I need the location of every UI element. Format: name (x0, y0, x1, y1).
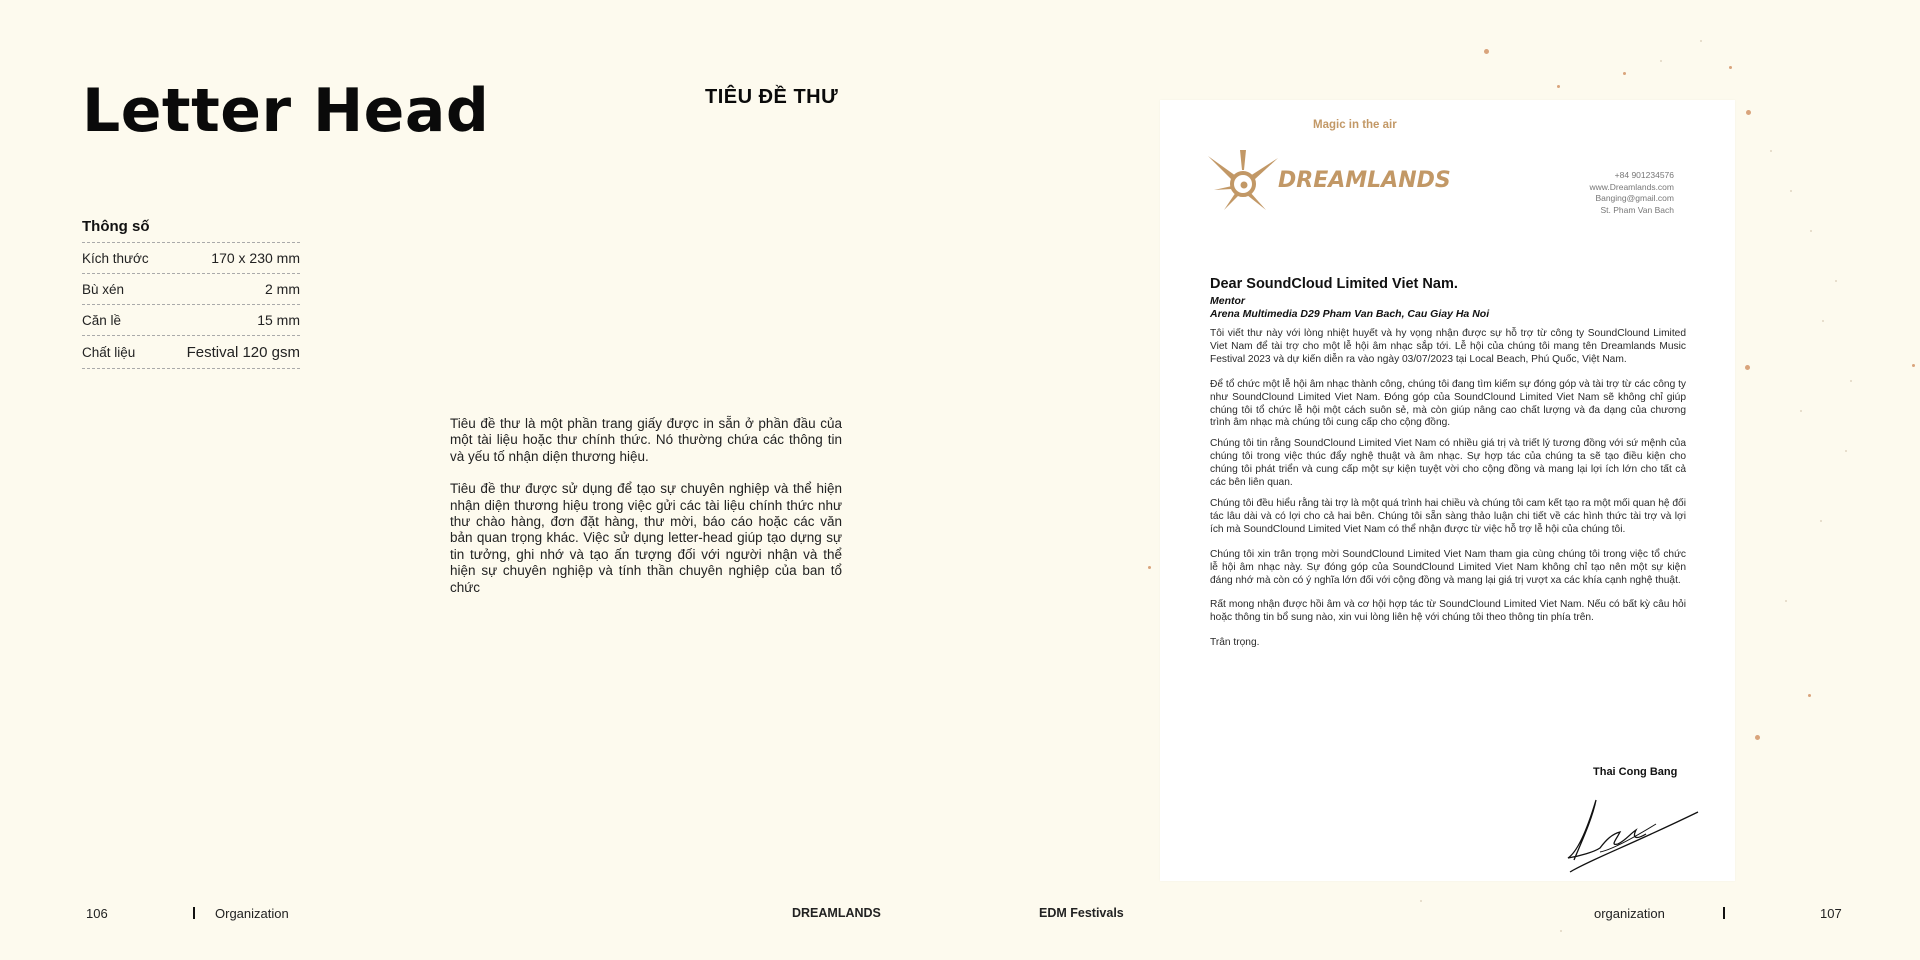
spec-row-size (82, 242, 300, 273)
spec-label: Chất liệu (82, 344, 136, 360)
description-paragraph: Tiêu đề thư được sử dụng để tạo sự chuyên nghiệp và thể hiện nhận diện thương hiệu trong việc gửi các tài liệu chính thức như thư chào hàng, đơn đặt hàng, thư mời, báo cáo hoặc các văn bản quan trọng khác. Việc sử dụng letter-head giúp tạo dựng sự tin tưởng, ghi nhớ và tạo ấn tượng đối với người nhận và thể hiện sự chuyên nghiệp và tính thần chuyên nghiệp của ban tổ chức (450, 481, 842, 595)
letter-paragraph: Rất mong nhận được hồi âm và cơ hội hợp tác từ SoundClound Limited Viet Nam. Nếu có bất kỳ câu hỏi hoặc thông tin bổ sung nào, xin vui lòng liên hệ với chúng tôi theo thông tin phía trên. (1210, 599, 1686, 624)
spec-value: 15 mm (257, 312, 300, 328)
page-number-left: 106 (86, 906, 108, 921)
recipient-role: Mentor (1210, 295, 1245, 307)
recipient-address: Arena Multimedia D29 Pham Van Bach, Cau Giay Ha Noi (1210, 308, 1490, 320)
spec-value: Festival 120 gsm (186, 343, 300, 361)
spec-label: Bù xén (82, 281, 125, 297)
letterhead-mockup (1160, 100, 1735, 881)
contact-address: St. Pham Van Bach (1600, 204, 1674, 215)
spec-label: Kích thước (82, 250, 149, 266)
footer-brand: DREAMLANDS (792, 906, 881, 920)
letter-paragraph: Chúng tôi đều hiểu rằng tài trợ là một quá trình hai chiều và chúng tôi cam kết tạo ra một mối quan hệ đối tác lâu dài và có lợi cho cả hai bên. Chúng tôi sẵn sàng thảo luận chi tiết về các hình thức tài trợ và lợi ích mà SoundClound Limited Viet Nam có thể nhận được từ việc hỗ trợ lễ hội của chúng tôi. (1210, 497, 1686, 535)
spec-value: 170 x 230 mm (211, 250, 300, 266)
spec-row-margin (82, 304, 300, 335)
letter-closing: Trân trọng. (1210, 637, 1260, 649)
brand-tagline: Magic in the air (1313, 119, 1397, 131)
footer-section-left: Organization (215, 906, 289, 921)
specs-heading: Thông số (82, 218, 150, 235)
contact-website: www.Dreamlands.com (1589, 181, 1674, 192)
footer-divider (1723, 907, 1725, 919)
letter-greeting: Dear SoundCloud Limited Viet Nam. (1210, 276, 1458, 292)
signature-icon (1560, 790, 1700, 875)
brand-wordmark: DREAMLANDS (1278, 168, 1451, 193)
description-paragraph: Tiêu đề thư là một phần trang giấy được in sẵn ở phần đầu của một tài liệu hoặc thư chính thức. Nó thường chứa các thông tin và yếu tố nhận diện thương hiệu. (450, 416, 842, 464)
footer-category: EDM Festivals (1039, 906, 1124, 920)
letter-body (1210, 328, 1686, 662)
contact-email: Banging@gmail.com (1595, 193, 1674, 203)
page-number-right: 107 (1820, 906, 1842, 921)
signer-name: Thai Cong Bang (1593, 766, 1678, 778)
footer-section-right: organization (1594, 906, 1665, 921)
specs-table (82, 218, 300, 369)
letter-paragraph: Tôi viết thư này với lòng nhiệt huyết và hy vọng nhận được sự hỗ trợ từ công ty SoundClound Limited Viet Nam để tài trợ cho một lễ hội âm nhạc sắp tới. Lễ hội của chúng tôi mang tên Dreamlands Music Festival 2023 và dự kiến diễn ra vào ngày 03/07/2023 tại Local Beach, Phú Quốc, Việt Nam. (1210, 328, 1686, 365)
letter-paragraph: Chúng tôi tin rằng SoundClound Limited Viet Nam có nhiều giá trị và triết lý tương đồng với sứ mệnh của chúng tôi trong việc thúc đẩy nghệ thuật và âm nhạc. Sự hợp tác của chúng ta sẽ tạo điều kiện cho chúng tôi phát triển và cung cấp một sự kiện tuyệt vời cho cộng đồng và mang lại lợi ích lớn cho tất cả các bên liên quan. (1210, 438, 1686, 489)
spec-label: Căn lề (82, 312, 122, 328)
page-title: Letter Head (82, 76, 490, 146)
contact-phone: +84 901234576 (1614, 170, 1674, 180)
spec-row-bleed (82, 273, 300, 304)
contact-block (1589, 170, 1674, 216)
letter-paragraph: Để tổ chức một lễ hội âm nhạc thành công, chúng tôi đang tìm kiếm sự đóng góp và tài trợ từ các công ty như SoundClound Limited Viet Nam. Đóng góp của SoundClound Limited Viet Nam sẽ không chỉ giúp chúng tôi tổ chức lễ hội một cách suôn sẻ, mà còn giúp nâng cao chất lượng và đa dạng của chương trình âm nhạc mà chúng tôi cung cấp cho cộng đồng. (1210, 378, 1686, 429)
footer-divider (193, 907, 195, 919)
spec-row-material (82, 335, 300, 369)
description (450, 416, 842, 596)
spec-value: 2 mm (265, 281, 300, 297)
page-subtitle: TIÊU ĐỀ THƯ (705, 86, 839, 108)
letter-paragraph: Chúng tôi xin trân trọng mời SoundClound Limited Viet Nam tham gia cùng chúng tôi trong việc tổ chức lễ hội âm nhạc này. Sự đóng góp của SoundClound Limited Viet Nam không chỉ tạo nên một sự kiện đáng nhớ mà còn có ý nghĩa lớn đối với cộng đồng và mang lại giá trị vượt xa các khía cạnh nghệ thuật. (1210, 548, 1686, 586)
